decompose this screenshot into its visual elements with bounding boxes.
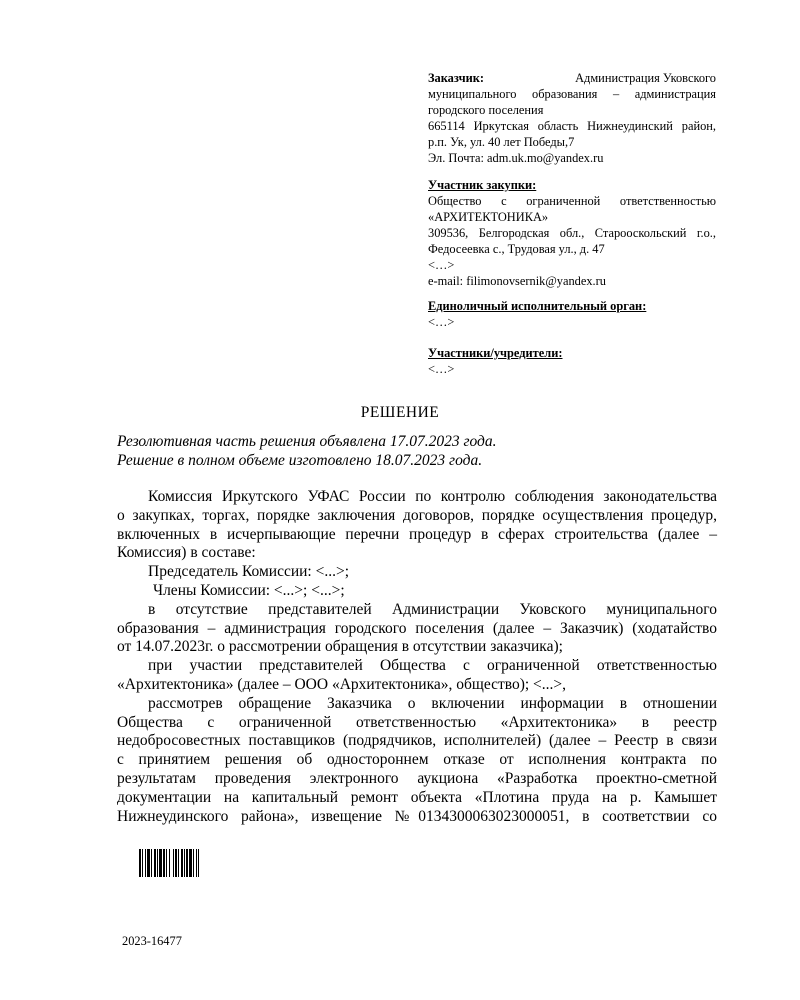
body-line: в отсутствие представителей Администрации Уковского муниципального (148, 600, 717, 618)
participant-name: Общество с ограниченной ответственностью (428, 194, 716, 208)
customer-block (428, 70, 716, 166)
barcode-bar (181, 849, 183, 877)
body-line: образования – администрация городского поселения (далее – Заказчик) (ходатайство (117, 619, 717, 637)
participant-name: «АРХИТЕКТОНИКА» (428, 210, 549, 224)
barcode-bar (196, 849, 197, 877)
barcode-bar (147, 849, 150, 877)
barcode-bar (142, 849, 143, 877)
barcode-image (139, 849, 199, 877)
document-number: 2023-16477 (122, 934, 182, 948)
body-line: о закупках, торгах, порядке заключения договоров, порядке осуществления процедур, (117, 506, 717, 524)
body-line: рассмотрев обращение Заказчика о включении информации в отношении (148, 694, 717, 712)
participant-email: e-mail: filimonovsernik@yandex.ru (428, 274, 606, 288)
customer-first-line (428, 70, 716, 86)
body-line: Общества с ограниченной ответственностью «Архитектоника» в реестр (117, 713, 717, 731)
barcode-bar (189, 849, 192, 877)
customer-line: городского поселения (428, 103, 544, 117)
note-resolution: Резолютивная часть решения объявлена 17.07.2023 года. (117, 433, 497, 450)
participant-address: 309536, Белгородская обл., Старооскольский г.о., (428, 226, 716, 240)
founders-heading: Участники/учредители: (428, 346, 563, 360)
barcode-bar (166, 849, 167, 877)
barcode-bar (178, 849, 179, 877)
barcode-bar (186, 849, 188, 877)
barcode-bar (145, 849, 146, 877)
participant-address: Федосеевка с., Трудовая ул., д. 47 (428, 242, 605, 256)
barcode-bar (193, 849, 194, 877)
participant-block (428, 177, 716, 289)
commission-chair: Председатель Комиссии: <...>; (148, 563, 350, 581)
decision-body (117, 488, 717, 826)
barcode-bar (157, 849, 158, 877)
participant-redacted: <…> (428, 258, 455, 272)
participant-heading: Участник закупки: (428, 178, 537, 192)
executive-heading: Единоличный исполнительный орган: (428, 299, 647, 313)
page-title: РЕШЕНИЕ (360, 404, 440, 421)
body-line: при участии представителей Общества с ограниченной ответственностью (148, 657, 717, 675)
body-line: недобросовестных поставщиков (подрядчиков, исполнителей) (далее – Реестр в связи (117, 732, 717, 750)
barcode-bar (139, 849, 141, 877)
barcode-bar (198, 849, 199, 877)
barcode-bar (173, 849, 174, 877)
note-full: Решение в полном объеме изготовлено 18.07.2023 года. (117, 452, 483, 469)
barcode-bar (175, 849, 177, 877)
body-line: Комиссия) в составе: (117, 544, 256, 562)
barcode-bar (154, 849, 156, 877)
executive-value: <…> (428, 315, 455, 329)
body-line: документации на капитальный ремонт объекта «Плотина пруда на р. Камышет (117, 788, 717, 806)
customer-email: Эл. Почта: adm.uk.mo@yandex.ru (428, 151, 604, 165)
barcode-bar (163, 849, 165, 877)
body-line: результатам проведения электронного аукциона «Разработка проектно-сметной (117, 769, 717, 787)
barcode-bar (159, 849, 162, 877)
body-line: включенных в исчерпывающие перечни процедур в сферах строительства (далее – (117, 525, 717, 543)
executive-block (428, 298, 716, 330)
body-line: с принятием решения об одностороннем отказе от исполнения контракта по (117, 751, 717, 769)
commission-members: Члены Комиссии: <...>; <...>; (153, 581, 345, 599)
barcode-bar (169, 849, 170, 877)
customer-heading: Заказчик: (428, 71, 485, 85)
customer-name-start: Администрация Уковского (575, 71, 716, 85)
customer-address: р.п. Ук, ул. 40 лет Победы,7 (428, 135, 575, 149)
body-line: от 14.07.2023г. о рассмотрении обращения в отсутствии заказчика); (117, 638, 563, 656)
founders-block (428, 345, 716, 377)
barcode-bar (184, 849, 185, 877)
barcode-bar (151, 849, 152, 877)
customer-address: 665114 Иркутская область Нижнеудинский район, (428, 119, 716, 133)
customer-line: муниципального образования – администрация (428, 87, 716, 101)
body-line: Нижнеудинского района», извещение №0134300063023000051, в соответствии со (117, 807, 717, 825)
body-line: Комиссия Иркутского УФАС России по контролю соблюдения законодательства (148, 488, 717, 505)
body-line: «Архитектоника» (далее – ООО «Архитектоника», общество); <...>, (117, 675, 567, 693)
decision-notes (117, 432, 497, 470)
founders-value: <…> (428, 362, 455, 376)
